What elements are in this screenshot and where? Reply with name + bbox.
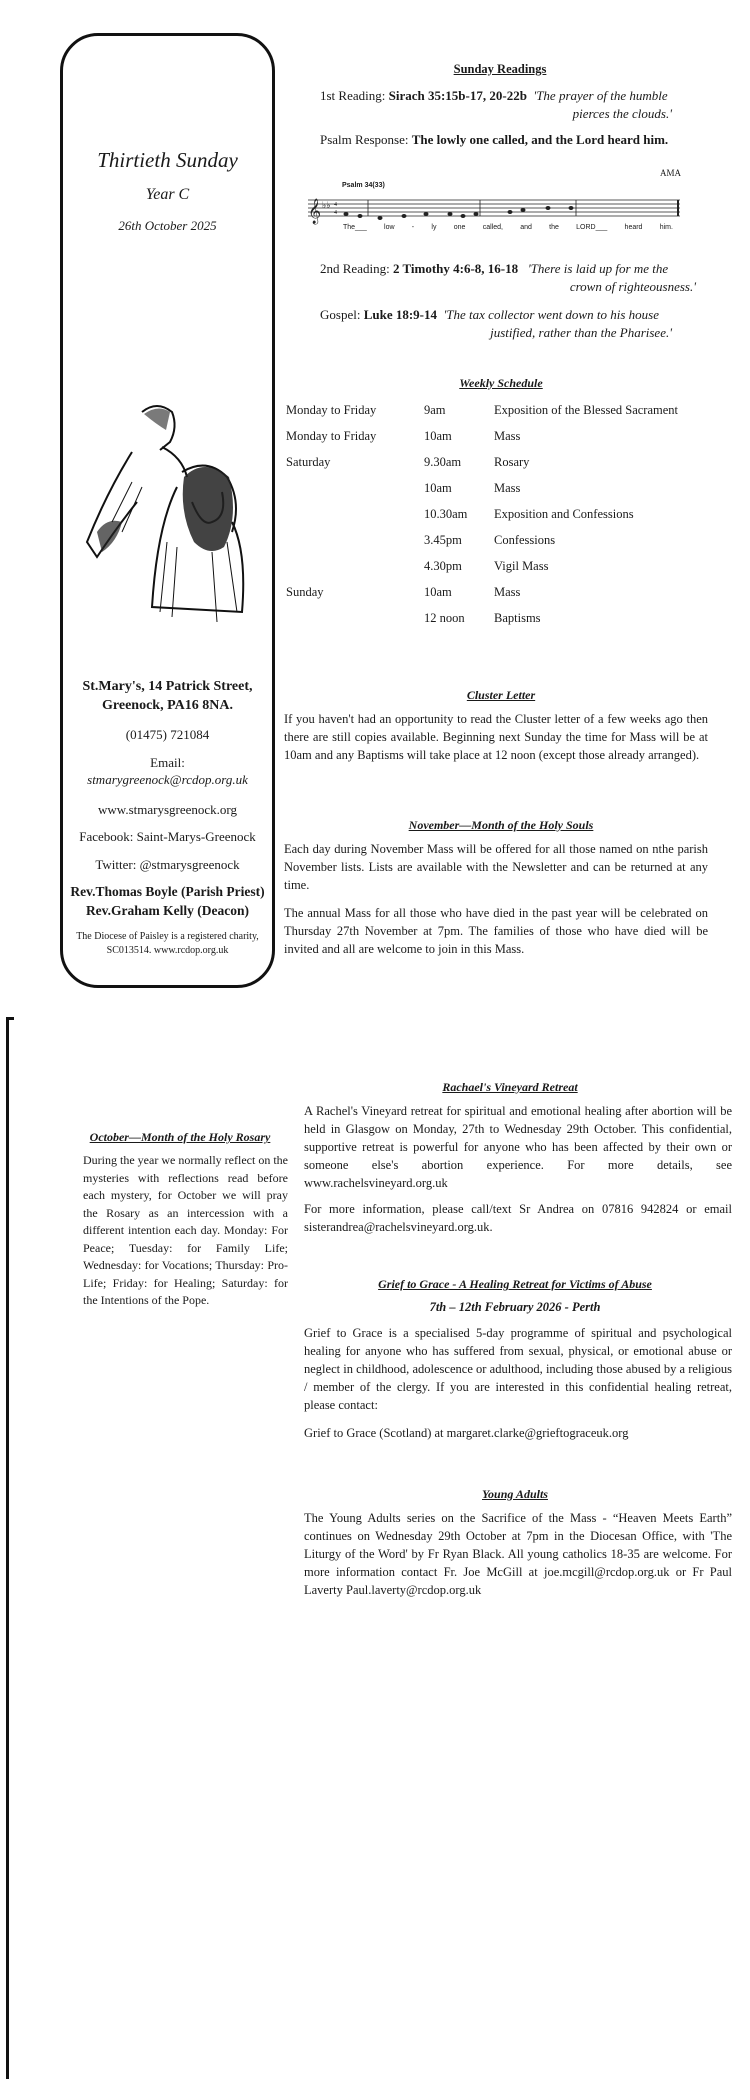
rachael-body-1: A Rachel's Vineyard retreat for spiritual and emotional healing after abortion will be held in Glasgow on Monday, 27th to Wednesday 29th October. This confidential, supportive retreat is powerful for anyone who has been affected by their own or someone else's abortion experience. For more details, see www.rachelsvineyard.org.uk <box>304 1104 732 1190</box>
page-2-border-corner <box>6 1017 14 1020</box>
pharisee-tax-collector-illustration <box>72 392 262 632</box>
second-reading <box>320 260 700 278</box>
gospel-label: Gospel: <box>320 307 364 322</box>
cluster-body: If you haven't had an opportunity to read the Cluster letter of a few weeks ago then there are still copies available. Beginning next Sunday the time for Mass will be at 10am and any Baptisms will take place at 12 noon (except those already arranged). <box>284 712 708 762</box>
music-title: Psalm 34(33) <box>342 182 385 189</box>
gospel-quote-cont: justified, rather than the Pharisee.' <box>490 325 672 340</box>
second-reading-quote: 'There is laid up for me the <box>527 261 669 276</box>
young-adults-body: The Young Adults series on the Sacrifice of the Mass - “Heaven Meets Earth” continues on Wednesday 29th October at 7pm in the Diocesan Office, with 'The Liturgy of the Word' by Fr Ryan Black. All young catholics 18-35 are welcome. For more information contact Fr. Joe McGill at joe.mcgill@rcdop.org.uk or Fr Paul Laverty Paul.laverty@rcdop.org.uk <box>304 1511 732 1597</box>
psalm-label: Psalm Response: <box>320 132 412 147</box>
schedule-row: 3.45pm Confessions <box>424 533 556 547</box>
young-adults-heading: Young Adults <box>482 1487 548 1501</box>
october-heading: October—Month of the Holy Rosary <box>89 1130 271 1144</box>
cluster-heading: Cluster Letter <box>466 688 536 702</box>
rachael-body-2: For more information, please call/text Sr Andrea on 07816 942824 or email sisterandrea@rachelsvineyard.org.uk. <box>304 1202 732 1234</box>
gospel-ref: Luke 18:9-14 <box>363 307 438 322</box>
schedule-row: 10am Mass <box>424 481 521 495</box>
website-link[interactable]: www.stmarysgreenock.org <box>98 802 237 817</box>
schedule-row: 4.30pm Vigil Mass <box>424 559 549 573</box>
parish-priest: Rev.Thomas Boyle (Parish Priest) <box>70 884 265 899</box>
svg-text:4: 4 <box>334 202 337 208</box>
psalm-response <box>320 131 700 149</box>
second-reading-ref: 2 Timothy 4:6-8, 16-18 <box>392 261 519 276</box>
first-reading-quote: 'The prayer of the humble <box>533 88 668 103</box>
schedule-row: 12 noon Baptisms <box>424 611 541 625</box>
svg-text:♭♭: ♭♭ <box>322 200 331 210</box>
schedule-row: Monday to Friday 10am Mass <box>286 429 521 443</box>
october-body: During the year we normally reflect on the mysteries with reflections read before each mystery, for October we will pray the Rosary as an intercession with a different intention each day. Monday: For Peace; Tuesday: for Family Life; Wednesday: for Vocations; Thursday: Pro-Life; Friday: for Healing; Saturday: for the Intentions of the Pope. <box>83 1153 288 1307</box>
first-reading-label: 1st Reading: <box>320 88 389 103</box>
facebook-link[interactable]: Facebook: Saint-Marys-Greenock <box>79 829 256 844</box>
deacon: Rev.Graham Kelly (Deacon) <box>85 903 250 918</box>
second-reading-quote-cont: crown of righteousness.' <box>569 279 696 294</box>
address-line-2: Greenock, PA16 8NA. <box>102 698 233 713</box>
page-2-border <box>6 1017 9 2079</box>
address-line-1: St.Mary's, 14 Patrick Street, <box>82 679 253 694</box>
schedule-heading: Weekly Schedule <box>459 376 543 390</box>
twitter-link[interactable]: Twitter: @stmarysgreenock <box>95 857 240 872</box>
music-lyrics: The___ low - ly one called, and the LORD___ heard him. <box>343 224 673 231</box>
charity-notice-line-1: The Diocese of Paisley is a registered charity, <box>76 931 259 942</box>
email-label: Email: <box>150 755 185 770</box>
psalm-text: The lowly one called, and the Lord heard him. <box>411 132 669 147</box>
readings-heading: Sunday Readings <box>453 62 547 76</box>
psalm-music-staff <box>308 192 686 254</box>
phone-number: (01475) 721084 <box>125 727 210 742</box>
grief-heading: Grief to Grace - A Healing Retreat for Victims of Abuse <box>378 1277 652 1291</box>
svg-text:4: 4 <box>334 210 337 216</box>
cover-date: 26th October 2025 <box>118 218 217 233</box>
november-body-1: Each day during November Mass will be offered for all those named on nthe parish November lists. Lists are available with the Newsletter and can be returned at any time. <box>284 842 708 892</box>
schedule-row: Monday to Friday 9am Exposition of the Blessed Sacrament <box>286 403 678 417</box>
email-link[interactable]: stmarygreenock@rcdop.org.uk <box>87 772 248 787</box>
schedule-row: Sunday 10am Mass <box>286 585 521 599</box>
first-reading <box>320 87 680 105</box>
grief-body-1: Grief to Grace is a specialised 5-day programme of spiritual and psychological healing for anyone who has suffered from sexual, physical, or emotional abuse or neglect in childhood, adolescence or adulthood, including those abused by a religious / member of the clergy. If you are interested in this confidential healing retreat, please contact: <box>304 1326 732 1412</box>
cover-title: Thirtieth Sunday <box>97 148 238 172</box>
first-reading-ref: Sirach 35:15b-17, 20-22b <box>388 88 527 103</box>
svg-text:𝄞: 𝄞 <box>308 199 322 224</box>
schedule-row: 10.30am Exposition and Confessions <box>424 507 634 521</box>
gospel-reading <box>320 306 700 324</box>
charity-notice-line-2: SC013514. www.rcdop.org.uk <box>106 945 229 956</box>
rachael-heading: Rachael's Vineyard Retreat <box>442 1080 578 1094</box>
first-reading-quote-cont: pierces the clouds.' <box>572 106 672 121</box>
november-heading: November—Month of the Holy Souls <box>408 818 594 832</box>
november-body-2: The annual Mass for all those who have died in the past year will be celebrated on Thursday 27th November at 7pm. The families of those who have died will be invited and all are welcome to join in this Mass. <box>284 906 708 956</box>
gospel-quote: 'The tax collector went down to his house <box>443 307 659 322</box>
cover-year: Year C <box>145 186 190 203</box>
music-credit: AMA <box>660 168 682 178</box>
second-reading-label: 2nd Reading: <box>320 261 393 276</box>
grief-subheading: 7th – 12th February 2026 - Perth <box>429 1300 601 1314</box>
grief-body-2: Grief to Grace (Scotland) at margaret.clarke@grieftograceuk.org <box>304 1426 629 1440</box>
schedule-row: Saturday 9.30am Rosary <box>286 455 530 469</box>
